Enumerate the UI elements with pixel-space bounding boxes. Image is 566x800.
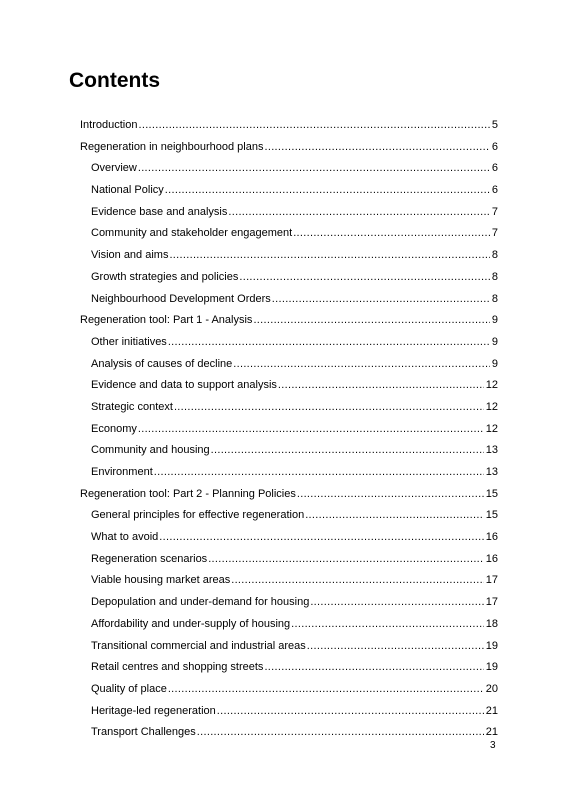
toc-entry-title: Retail centres and shopping streets (91, 661, 264, 674)
toc-dot-leader (272, 290, 490, 308)
toc-dot-leader (168, 333, 490, 351)
toc-entry-page-number: 6 (491, 140, 498, 153)
toc-entry[interactable] (80, 658, 498, 680)
toc-entry-page-number: 15 (485, 509, 498, 522)
toc-entry-title: Evidence base and analysis (91, 205, 228, 218)
toc-entry-page-number: 8 (491, 292, 498, 305)
toc-entry-title: Introduction (80, 119, 138, 131)
toc-entry-title: Evidence and data to support analysis (91, 379, 277, 392)
toc-entry-page-number: 20 (485, 682, 498, 695)
toc-dot-leader (305, 506, 484, 524)
toc-dot-leader (264, 138, 489, 156)
toc-dot-leader (138, 420, 484, 438)
toc-entry-title: Depopulation and under-demand for housing (91, 596, 310, 609)
toc-entry-page-number: 7 (491, 205, 498, 218)
toc-entry-title: National Policy (91, 184, 164, 197)
toc-entry[interactable] (80, 333, 498, 355)
toc-entry-page-number: 18 (485, 617, 498, 630)
toc-entry-title: Neighbourhood Development Orders (91, 292, 271, 305)
toc-dot-leader (138, 159, 490, 177)
toc-entry-page-number: 16 (485, 531, 498, 544)
toc-dot-leader (231, 571, 484, 589)
toc-dot-leader (165, 181, 490, 199)
toc-entry[interactable] (80, 116, 498, 138)
toc-entry[interactable] (80, 550, 498, 572)
toc-entry-title: Regeneration tool: Part 2 - Planning Policies (80, 487, 296, 500)
toc-dot-leader (169, 246, 489, 264)
toc-entry[interactable] (80, 571, 498, 593)
toc-entry-title: Analysis of causes of decline (91, 357, 233, 370)
toc-dot-leader (233, 355, 490, 373)
toc-entry[interactable] (80, 181, 498, 203)
toc-entry[interactable] (80, 463, 498, 485)
toc-entry-page-number: 15 (485, 487, 498, 500)
toc-entry[interactable] (80, 138, 498, 160)
toc-entry-page-number: 6 (491, 184, 498, 197)
toc-entry-title: Transport Challenges (91, 726, 196, 739)
toc-dot-leader (228, 203, 490, 221)
toc-dot-leader (291, 615, 484, 633)
toc-entry-page-number: 9 (491, 335, 498, 348)
toc-entry[interactable] (80, 290, 498, 312)
toc-entry-title: Community and stakeholder engagement (91, 227, 293, 240)
toc-entry-page-number: 12 (485, 422, 498, 435)
toc-dot-leader (307, 637, 484, 655)
toc-dot-leader (293, 224, 490, 242)
toc-entry[interactable] (80, 593, 498, 615)
toc-entry[interactable] (80, 441, 498, 463)
toc-entry[interactable] (80, 246, 498, 268)
toc-entry-page-number: 13 (485, 466, 498, 478)
toc-entry-page-number: 6 (491, 162, 498, 175)
toc-entry[interactable] (80, 376, 498, 398)
toc-entry-page-number: 21 (485, 726, 498, 739)
toc-entry-page-number: 9 (491, 314, 498, 327)
toc-entry[interactable] (80, 355, 498, 377)
toc-dot-leader (278, 376, 484, 394)
toc-entry-title: Community and housing (91, 444, 210, 457)
toc-dot-leader (168, 680, 484, 698)
toc-entry-title: Vision and aims (91, 249, 169, 262)
toc-entry-page-number: 8 (491, 270, 498, 283)
toc-entry[interactable] (80, 528, 498, 550)
toc-entry[interactable] (80, 224, 498, 246)
toc-entry-title: Environment (91, 466, 153, 478)
toc-dot-leader (211, 441, 484, 459)
toc-dot-leader (297, 485, 484, 503)
toc-entry[interactable] (80, 702, 498, 724)
toc-entry-title: Transitional commercial and industrial areas (91, 639, 306, 652)
toc-entry-page-number: 9 (491, 357, 498, 370)
toc-entry-title: Strategic context (91, 400, 173, 413)
toc-entry-page-number: 19 (485, 639, 498, 652)
toc-entry-page-number: 12 (485, 400, 498, 413)
page-number: 3 (490, 740, 496, 751)
toc-entry[interactable] (80, 506, 498, 528)
toc-entry-title: Quality of place (91, 682, 167, 695)
toc-dot-leader (174, 398, 484, 416)
toc-dot-leader (239, 268, 490, 286)
toc-dot-leader (154, 463, 484, 481)
toc-entry[interactable] (80, 723, 498, 745)
toc-dot-leader (264, 658, 483, 676)
toc-entry[interactable] (80, 420, 498, 442)
toc-entry-title: Heritage-led regeneration (91, 704, 216, 717)
toc-entry-page-number: 16 (485, 552, 498, 565)
toc-dot-leader (197, 723, 484, 741)
toc-entry-page-number: 13 (485, 444, 498, 457)
toc-entry[interactable] (80, 615, 498, 637)
toc-entry-page-number: 7 (491, 227, 498, 240)
toc-entry-page-number: 8 (491, 249, 498, 262)
toc-entry-page-number: 17 (485, 574, 498, 587)
toc-entry[interactable] (80, 485, 498, 507)
toc-entry-title: Affordability and under-supply of housing (91, 617, 291, 630)
table-of-contents (80, 116, 498, 745)
page-title: Contents (69, 69, 160, 92)
toc-entry[interactable] (80, 680, 498, 702)
toc-entry-title: Growth strategies and policies (91, 270, 239, 283)
toc-entry[interactable] (80, 311, 498, 333)
toc-entry-page-number: 19 (485, 661, 498, 674)
toc-entry-title: Regeneration scenarios (91, 552, 208, 565)
toc-entry[interactable] (80, 203, 498, 225)
toc-entry-title: Overview (91, 162, 137, 175)
toc-entry-title: What to avoid (91, 531, 159, 544)
toc-entry-title: General principles for effective regeneration (91, 509, 305, 522)
toc-entry-page-number: 21 (485, 704, 498, 717)
toc-entry[interactable] (80, 398, 498, 420)
toc-dot-leader (138, 116, 489, 134)
toc-entry-page-number: 12 (485, 379, 498, 392)
toc-dot-leader (208, 550, 484, 568)
toc-entry-title: Other initiatives (91, 335, 167, 348)
toc-dot-leader (217, 702, 484, 720)
toc-dot-leader (310, 593, 483, 611)
toc-dot-leader (159, 528, 483, 546)
toc-dot-leader (253, 311, 489, 329)
toc-entry-title: Economy (91, 422, 137, 435)
toc-entry-title: Regeneration in neighbourhood plans (80, 140, 264, 153)
toc-entry-page-number: 5 (491, 119, 498, 131)
toc-entry[interactable] (80, 159, 498, 181)
toc-entry[interactable] (80, 637, 498, 659)
toc-entry[interactable] (80, 268, 498, 290)
toc-entry-title: Viable housing market areas (91, 574, 231, 587)
toc-entry-title: Regeneration tool: Part 1 - Analysis (80, 314, 253, 327)
toc-entry-page-number: 17 (485, 596, 498, 609)
